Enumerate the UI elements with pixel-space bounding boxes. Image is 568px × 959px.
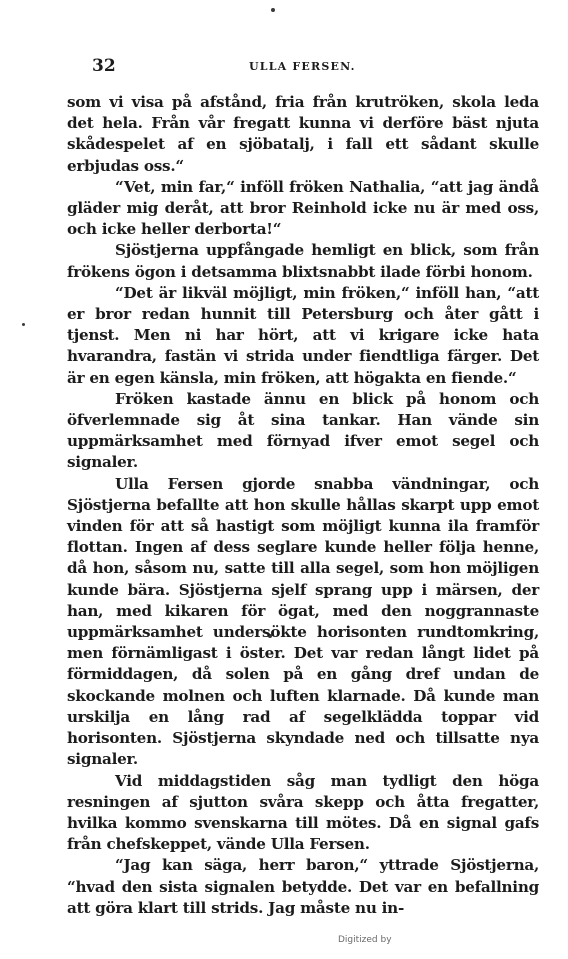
ink-speck <box>22 323 25 326</box>
paragraph: “Det är likväl möjligt, min fröken,“ inföll han, “att er bror redan hunnit till Petersburg och åter gått i tjenst. Men ni har hört, att vi krigare icke hata hvarandra, fastän vi strida under fiendtliga färger. Det är en egen känsla, min fröken, att högakta en fiende.“ <box>67 283 539 387</box>
paragraph: Ulla Fersen gjorde snabba vändningar, och Sjöstjerna befallte att hon skulle hållas skarpt upp emot vinden för att så hastigt som möjligt kunna ila framför flottan. Ingen af dess seglare kunde heller följa henne, då hon, såsom nu, satte till alla segel, som hon möjligen kunde bära. Sjöstjerna sjelf sprang upp i märsen, der han, med kikaren för ögat, med den noggrannaste uppmärksamhet undersökte horisonten rundtomkring, men förnämligast i öster. Det var redan långt lidet på förmiddagen, då solen på en gång dref undan de skockande molnen och luften klarnade. Då kunde man urskilja en lång rad af segelklädda toppar vid horisonten. Sjöstjerna skyndade ned och tillsatte nya signaler. <box>67 474 539 769</box>
paragraph: Vid middagstiden såg man tydligt den höga resningen af sjutton svåra skepp och åtta fregatter, hvilka kommo svenskarna till mötes. Då en signal gafs från chefskeppet, vände Ulla Fersen. <box>67 771 539 854</box>
paragraph: Fröken kastade ännu en blick på honom och öfverlemnade sig åt sina tankar. Han vände sin uppmärksamhet med förnyad ifver emot segel och signaler. <box>67 389 539 472</box>
ink-speck <box>271 8 275 12</box>
paragraph: “Jag kan säga, herr baron,“ yttrade Sjöstjerna, “hvad den sista signalen betydde. Det var en befallning att göra klart till strids. Jag måste nu in- <box>67 856 539 917</box>
page-number: 32 <box>92 56 116 76</box>
running-title: ULLA FERSEN. <box>249 60 356 73</box>
paragraph: “Vet, min far,“ inföll fröken Nathalia, “att jag ändå gläder mig deråt, att bror Reinhold icke nu är med oss, och icke heller derborta!“ <box>67 177 539 239</box>
page-header <box>92 56 492 80</box>
digitized-watermark: Digitized by <box>338 935 392 945</box>
paragraph: Sjöstjerna uppfångade hemligt en blick, som från frökens ögon i detsamma blixtsnabbt ilade förbi honom. <box>67 241 539 281</box>
paragraph: som vi visa på afstånd, fria från krutröken, skola leda det hela. Från vår fregatt kunna vi derföre bäst njuta skådespelet af en sjöbatalj, i fall ett sådant skulle erbjudas oss.“ <box>67 93 539 175</box>
body-text <box>67 92 539 919</box>
